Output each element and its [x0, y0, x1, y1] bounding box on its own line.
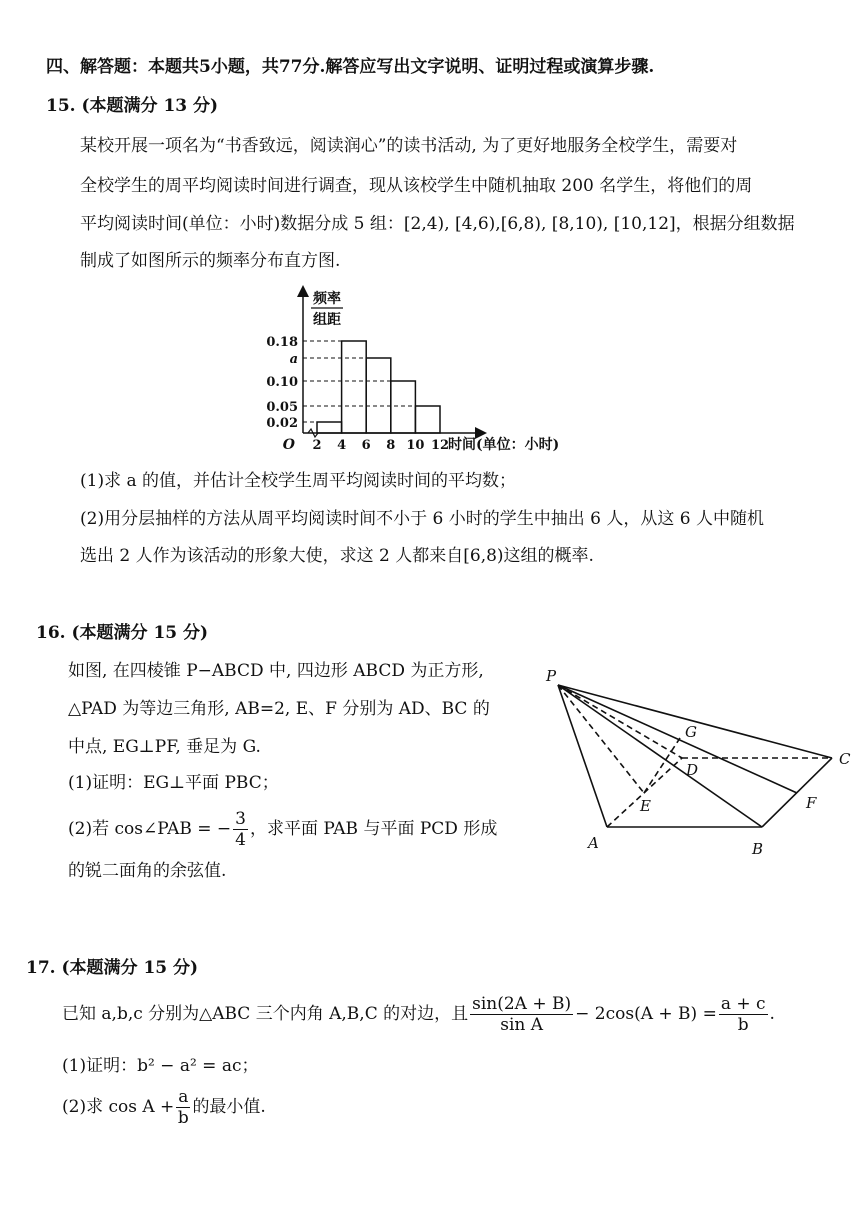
q16-part-2-end: 的锐二面角的余弦值. [68, 861, 227, 881]
x-tick-label-5: 10 [406, 438, 425, 453]
q15-stem-line-2: 全校学生的周平均阅读时间进行调查，现从该校学生中随机抽取 200 名学生，将他们的周 [80, 176, 753, 196]
x-tick-label-4: 8 [386, 438, 396, 453]
q15-part-2-line-2: 选出 2 人作为该活动的形象大使，求这 2 人都来自[6,8)这组的概率. [80, 546, 594, 566]
segment-pe [558, 685, 644, 793]
histogram-bar-5 [415, 406, 440, 433]
q17-part-2-suffix: 的最小值. [192, 1097, 266, 1117]
y-tick-label-2: a [289, 352, 298, 367]
q16-part-2-prefix: (2)若 cos∠PAB = − [68, 819, 232, 839]
q17-fraction-1-denominator: sin A [500, 1015, 544, 1035]
label-e: E [640, 797, 651, 815]
q16-number: 16. [36, 623, 66, 643]
label-p: P [546, 667, 557, 685]
q15-header [46, 95, 218, 117]
y-tick-label-5: 0.02 [266, 416, 298, 431]
q15-stem-line-3: 平均阅读时间(单位：小时)数据分成 5 组：[2,4), [4,6),[6,8), [8,10), [10,12]，根据分组数据 [80, 214, 795, 234]
histogram-bar-4 [391, 381, 416, 433]
q16-part-2 [68, 805, 497, 853]
edge-pb [558, 685, 762, 827]
q17-part-2 [62, 1083, 266, 1131]
histogram-bar-2 [342, 341, 367, 433]
q17-part-1: (1)证明：b² − a² = ac； [62, 1056, 259, 1076]
label-g: G [685, 723, 697, 741]
y-axis-label-bottom: 组距 [313, 312, 341, 328]
q15-number: 15. [46, 96, 76, 116]
label-c: C [839, 750, 851, 768]
x-tick-label-2: 4 [337, 438, 347, 453]
q17-stem [62, 990, 775, 1038]
x-tick-label-1: 2 [312, 438, 322, 453]
q17-part-2-denominator: b [177, 1108, 189, 1128]
frequency-histogram [255, 283, 615, 458]
q15-stem-line-1: 某校开展一项名为“书香致远，阅读润心”的读书活动, 为了更好地服务全校学生，需要对 [80, 136, 738, 156]
y-axis-label-top: 频率 [313, 291, 341, 307]
x-tick-label-6: 12 [430, 438, 450, 453]
q16-stem-line-2: △PAD 为等边三角形, AB=2, E、F 分别为 AD、BC 的 [68, 699, 490, 719]
q16-fraction [233, 809, 248, 850]
label-f: F [806, 794, 817, 812]
q16-stem-line-3: 中点, EG⊥PF, 垂足为 G. [68, 737, 261, 757]
q17-fraction-1-numerator: sin(2A + B) [472, 994, 572, 1014]
q17-stem-end: . [769, 1004, 775, 1024]
pyramid-figure [540, 665, 860, 865]
q17-fraction-2-numerator: a + c [720, 994, 766, 1014]
label-b: B [752, 840, 764, 858]
q15-part-1: (1)求 a 的值，并估计全校学生周平均阅读时间的平均数； [80, 471, 517, 491]
y-tick-label-3: 0.10 [266, 375, 298, 390]
q17-number: 17. [26, 958, 56, 978]
q16-part-1: (1)证明：EG⊥平面 PBC； [68, 773, 279, 793]
q17-header [26, 957, 198, 979]
q17-score: (本题满分 15 分) [61, 958, 199, 978]
x-axis-label: 时间(单位：小时) [448, 437, 560, 453]
y-tick-label-1: 0.18 [266, 335, 298, 350]
q17-stem-middle: − 2cos(A + B) = [575, 1004, 717, 1024]
y-tick-label-4: 0.05 [266, 400, 298, 415]
origin-label: O [282, 437, 295, 453]
section-header: 四、解答题：本题共5小题，共77分.解答应写出文字说明、证明过程或演算步骤. [46, 57, 655, 77]
q17-fraction-2 [719, 994, 768, 1035]
histogram-bar-3 [366, 358, 391, 433]
edge-pd [558, 685, 682, 758]
q17-fraction-2-denominator: b [737, 1015, 749, 1035]
q16-fraction-numerator: 3 [235, 809, 246, 829]
q15-part-2-line-1: (2)用分层抽样的方法从周平均阅读时间不小于 6 小时的学生中抽出 6 人，从这 6 人中随机 [80, 509, 764, 529]
histogram-bar-1 [317, 422, 342, 433]
q17-stem-prefix: 已知 a,b,c 分别为△ABC 三个内角 A,B,C 的对边，且 [62, 1004, 469, 1024]
q17-fraction-1 [470, 994, 573, 1035]
q15-stem-line-4: 制成了如图所示的频率分布直方图. [80, 251, 341, 271]
q16-fraction-denominator: 4 [235, 830, 246, 850]
q17-part-2-numerator: a [178, 1087, 189, 1107]
q16-score: (本题满分 15 分) [71, 623, 209, 643]
label-a: A [588, 834, 599, 852]
x-tick-label-3: 6 [361, 438, 371, 453]
q17-part-2-prefix: (2)求 cos A + [62, 1097, 175, 1117]
q15-score: (本题满分 13 分) [81, 96, 219, 116]
edge-pa [558, 685, 607, 827]
label-d: D [686, 761, 699, 779]
q17-part-2-fraction [176, 1087, 190, 1128]
q16-header [36, 622, 208, 644]
q16-stem-line-1: 如图, 在四棱锥 P−ABCD 中, 四边形 ABCD 为正方形, [68, 661, 484, 681]
q16-part-2-suffix: ，求平面 PAB 与平面 PCD 形成 [249, 819, 498, 839]
